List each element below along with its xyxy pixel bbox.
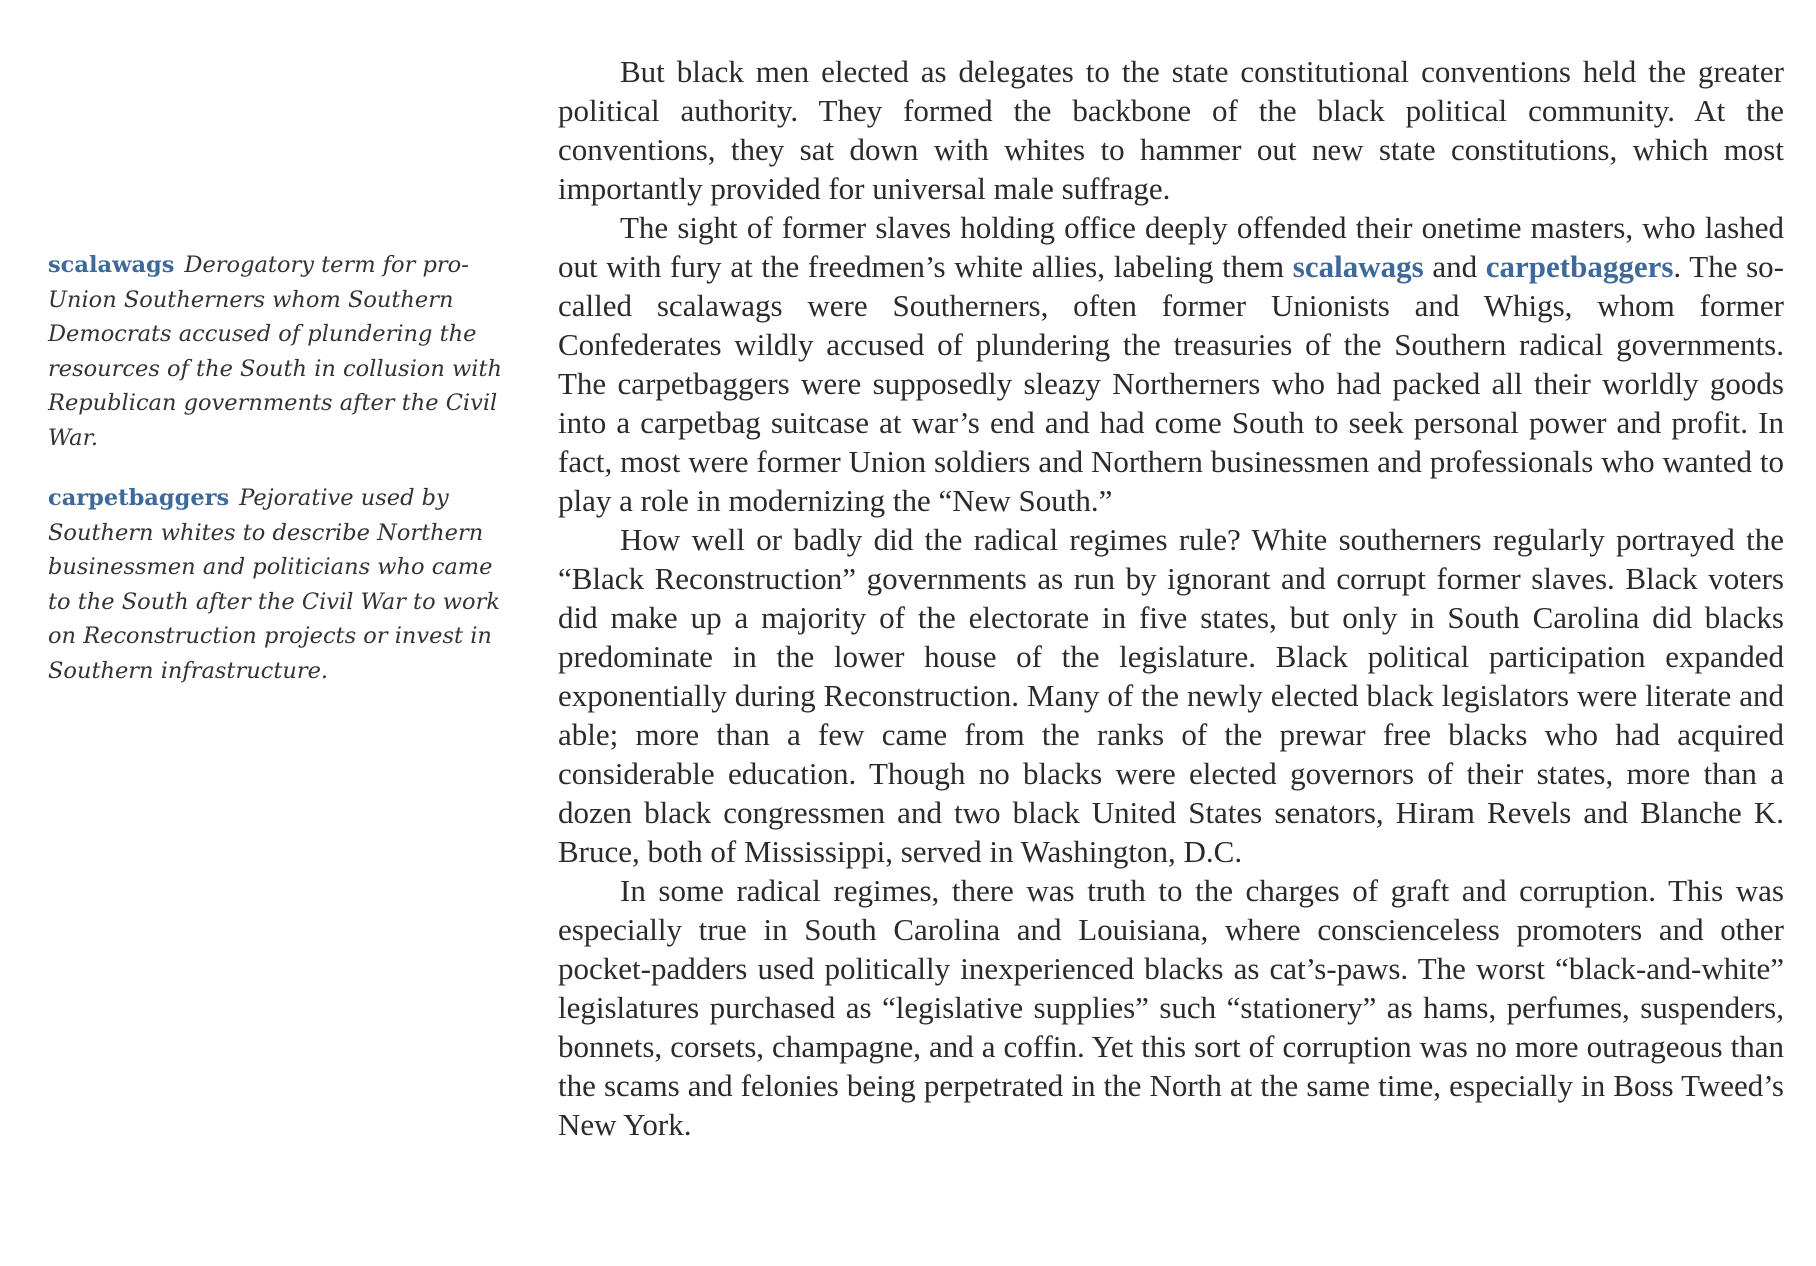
paragraph-text: The sight of former slaves holding office deeply offended their onetime masters, who lashed out with fury at the freedmen’s white allies, labeling them [558,210,1784,284]
paragraph-radical-regimes: How well or badly did the radical regimes rule? White southerners regularly portrayed the “Black Reconstruction” governments as run by ignorant and corrupt former slaves. Black voters did make up a majority of the electorate in five states, but only in South Carolina did blacks predominate in the lower house of the legislature. Black political participation expanded exponentially during Reconstruction. Many of the newly elected black legislators were literate and able; more than a few came from the ranks of the prewar free blacks who had acquired considerable education. Though no blacks were elected governors of their states, more than a dozen black congressmen and two black United States senators, Hiram Revels and Blanche K. Bruce, both of Mississippi, served in Washington, D.C. [558,522,1784,869]
glossary-term-carpetbaggers: carpetbaggers [48,485,230,511]
margin-glossary [48,248,508,714]
glossary-term-scalawags: scalawags [48,252,175,278]
paragraph-text: and [1423,249,1486,284]
glossary-definition-carpetbaggers: Pejorative used by Southern whites to describe Northern businessmen and politicians who came to the South after the Civil War to work on Reconstruction projects or invest in Southern infrastructure. [48,485,500,684]
key-term-scalawags: scalawags [1292,249,1424,284]
paragraph-text: . The so-called scalawags were Southerners, often former Unionists and Whigs, whom former Confederates wildly accused of plundering the treasuries of the Southern radical governments. The carpetbaggers were supposedly sleazy Northerners who had packed all their worldly goods into a carpetbag suitcase at war’s end and had come South to seek personal power and profit. In fact, most were former Union soldiers and Northern businessmen and professionals who wanted to play a role in modernizing the “New South.” [558,249,1785,518]
paragraph-conventions: But black men elected as delegates to the state constitutional conventions held the greater political authority. They formed the backbone of the black political community. At the conventions, they sat down with whites to hammer out new state constitutions, which most importantly provided for universal male suffrage. [558,54,1784,206]
glossary-entry-carpetbaggers [48,481,508,688]
key-term-carpetbaggers: carpetbaggers [1485,249,1674,284]
glossary-definition-scalawags: Derogatory term for pro-Union Southerners whom Southern Democrats accused of plundering the resources of the South in collusion with Republican governments after the Civil War. [48,252,502,451]
glossary-entry-scalawags [48,248,508,455]
body-text [558,52,1784,1144]
paragraph-graft-corruption: In some radical regimes, there was truth to the charges of graft and corruption. This was especially true in South Carolina and Louisiana, where conscienceless promoters and other pocket-padders used politically inexperienced blacks as cat’s-paws. The worst “black-and-white” legislatures purchased as “legislative supplies” such “stationery” as hams, perfumes, suspenders, bonnets, corsets, champagne, and a coffin. Yet this sort of corruption was no more outrageous than the scams and felonies being perpetrated in the North at the same time, especially in Boss Tweed’s New York. [558,873,1784,1142]
paragraph-scalawags-carpetbaggers [558,208,1784,520]
